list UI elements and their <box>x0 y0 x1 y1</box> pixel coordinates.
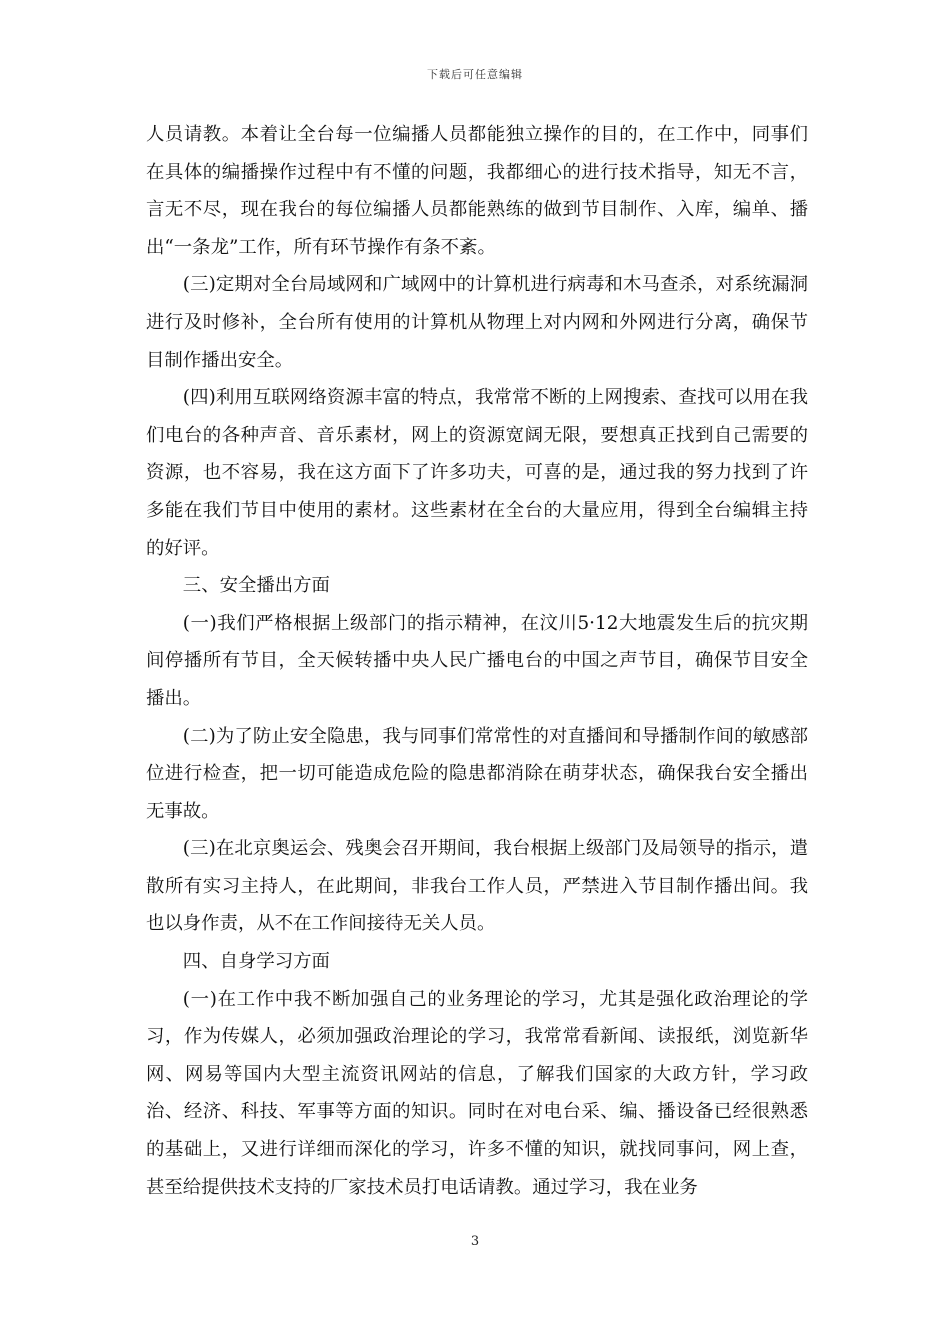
page-number: 3 <box>470 1234 480 1249</box>
paragraph-item-4: (四)利用互联网络资源丰富的特点，我常常不断的上网搜索、查找可以用在我们电台的各种声音、音乐素材，网上的资源宽阔无限，要想真正找到自己需要的资源，也不容易，我在这方面下了许多功夫，可喜的是，通过我的努力找到了许多能在我们节目中使用的素材。这些素材在全台的大量应用，得到全台编辑主持的好评。 <box>146 387 808 559</box>
section-heading-self-study: 四、自身学习方面 <box>182 951 330 973</box>
paragraph-item-2: (二)为了防止安全隐患，我与同事们常常性的对直播间和导播制作间的敏感部位进行检查，把一切可能造成危险的隐患都消除在萌芽状态，确保我台安全播出无事故。 <box>146 725 808 822</box>
paragraph-item-1: (一)我们严格根据上级部门的指示精神，在汶川5·12大地震发生后的抗灾期间停播所有节目，全天候转播中央人民广播电台的中国之声节目，确保节目安全播出。 <box>146 612 808 709</box>
section-heading-safe-broadcast: 三、安全播出方面 <box>182 575 330 597</box>
paragraph-item-3: (三)定期对全台局域网和广域网中的计算机进行病毒和木马查杀，对系统漏洞进行及时修补，全台所有使用的计算机从物理上对内网和外网进行分离，确保节目制作播出安全。 <box>146 274 808 371</box>
document-body <box>146 116 808 1206</box>
paragraph-item-1b: (一)在工作中我不断加强自己的业务理论的学习，尤其是强化政治理论的学习，作为传媒人，必须加强政治理论的学习，我常常看新闻、读报纸，浏览新华网、网易等国内大型主流资讯网站的信息，了解我们国家的大政方针，学习政治、经济、科技、军事等方面的知识。同时在对电台采、编、播设备已经很熟悉的基础上，又进行详细而深化的学习，许多不懂的知识，就找同事问，网上查，甚至给提供技术支持的厂家技术员打电话请教。通过学习，我在业务 <box>146 988 808 1198</box>
page-header: 下载后可任意编辑 <box>427 68 523 81</box>
paragraph-continuation: 人员请教。本着让全台每一位编播人员都能独立操作的目的，在工作中，同事们在具体的编播操作过程中有不懂的问题，我都细心的进行技术指导，知无不言，言无不尽，现在我台的每位编播人员都能熟练的做到节目制作、入库，编单、播出“一条龙”工作，所有环节操作有条不紊。 <box>146 124 808 258</box>
paragraph-item-3b: (三)在北京奥运会、残奥会召开期间，我台根据上级部门及局领导的指示，遣散所有实习主持人，在此期间，非我台工作人员，严禁进入节目制作播出间。我也以身作责，从不在工作间接待无关人员。 <box>146 838 808 935</box>
